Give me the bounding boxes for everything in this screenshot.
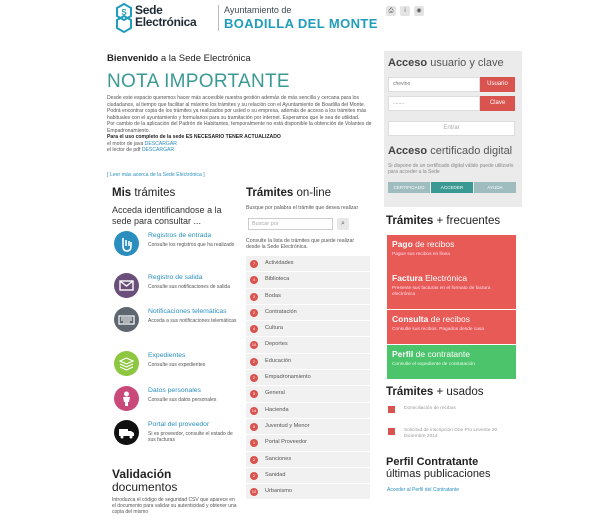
search-icon[interactable]: ⌕ bbox=[337, 218, 349, 230]
usado-item[interactable]: Domiciliación de recibos bbox=[388, 406, 518, 418]
welcome-heading: Bienvenido a la Sede Electrónica bbox=[107, 53, 251, 64]
category-item[interactable]: 4 Biblioteca bbox=[246, 272, 370, 288]
usuario-button[interactable]: Usuario bbox=[480, 77, 515, 92]
tramites-online-title: Trámites on-line bbox=[246, 187, 332, 199]
bullet-icon bbox=[388, 428, 395, 435]
mis-tramites-title: Mis trámites bbox=[112, 187, 176, 199]
category-item[interactable]: 2 Empadronamiento bbox=[246, 370, 370, 386]
mis-item-registro-salida[interactable]: Registro de salida Consulte sus notificaciones de salida bbox=[112, 273, 237, 301]
nota-importante-title: NOTA IMPORTANTE bbox=[107, 71, 290, 92]
password-input[interactable]: ........ bbox=[388, 96, 480, 111]
validacion-title: Validación documentos bbox=[112, 467, 178, 494]
sede-logo-icon[interactable] bbox=[115, 3, 133, 33]
tramite-search-input[interactable]: Buscar por bbox=[248, 218, 333, 230]
category-item[interactable]: 14 Hacienda bbox=[246, 403, 370, 419]
logo-text[interactable]: Sede Electrónica bbox=[135, 3, 197, 29]
frecuentes-title: Trámites + frecuentes bbox=[386, 215, 501, 227]
envelope-icon bbox=[114, 273, 139, 298]
mis-tramites-subtitle: Acceda identificandose a la sede para consultar ... bbox=[112, 205, 222, 226]
category-list bbox=[246, 256, 370, 500]
ayuntamiento-label: Ayuntamiento de bbox=[224, 5, 292, 15]
usado-item[interactable]: Solicitud de inscripción One Pro Levente 20 Diciembre 2014 bbox=[388, 428, 518, 442]
truck-icon bbox=[114, 420, 139, 445]
logo-divider bbox=[218, 5, 219, 31]
search-instructions: Busque por palabra el trámite que desea realizar bbox=[246, 205, 359, 211]
certificate-description: Si dispone de un certificado digital válido puede utilizarlo para acceder a la Sede bbox=[388, 163, 514, 175]
read-more-link[interactable]: [ Leer más acerca de la Sede Electrónica ] bbox=[107, 172, 205, 178]
location-icon[interactable]: ◉ bbox=[414, 6, 424, 16]
mis-item-expedientes[interactable]: Expedientes Consulte sus expedientes bbox=[112, 351, 237, 379]
pdf-download-link[interactable]: DESCARGAR bbox=[141, 147, 175, 153]
clave-button[interactable]: Clave bbox=[480, 96, 515, 111]
certificado-button[interactable]: CERTIFICADO bbox=[388, 182, 430, 193]
certificate-buttons bbox=[388, 182, 516, 193]
freq-factura-electronica[interactable]: Factura Electrónica Presente sus facturas en el formato de factura electrónica bbox=[387, 269, 516, 309]
category-item[interactable]: 2 Contratación bbox=[246, 305, 370, 321]
category-item[interactable]: 3 Bodas bbox=[246, 289, 370, 305]
freq-perfil-contratante[interactable]: Perfil de contratante Consulte el expediente de contratación bbox=[387, 345, 516, 379]
person-icon bbox=[114, 386, 139, 411]
ayuda-button[interactable]: AYUDA bbox=[474, 182, 516, 193]
mis-item-portal-proveedor[interactable]: Portal del proveedor Si es proveedor, consulte el estado de sus facturas bbox=[112, 420, 237, 448]
mis-item-datos-personales[interactable]: Datos personales Consulte sus datos personales bbox=[112, 386, 237, 414]
acceder-button[interactable]: ACCEDER bbox=[431, 182, 473, 193]
login-submit-button[interactable]: Entrar bbox=[388, 121, 515, 136]
touch-icon bbox=[114, 231, 139, 256]
username-input[interactable]: chevino bbox=[388, 77, 480, 92]
perfil-contratante-link[interactable]: Acceder al Perfil del Contratante bbox=[387, 487, 459, 493]
site-header bbox=[0, 0, 605, 40]
category-item[interactable]: 2 Sanciones bbox=[246, 452, 370, 468]
intro-text: Desde este espacio queremos hacer más accesible nuestra gestión además de más sencilla y cercana para los ciudadanos, al tiempo que facilitar al máximo los trámites y su relación con el Ayuntamiento de Boadilla del Monte. Podrá encontrar copia de los trámites ya realizados por usted o su empresa, además de acceso a los trámites más habituales con el ayuntamiento y formularios para su tramitación por internet. Esperamos que le sea de utilidad. Por cambio de la aplicación del Padrón de Habitantes, temporalmente no está disponible la obtención de Volantes de Empadronamiento. Para el uso completo de la sede ES NECESARIO TENER ACTUALIZADO el motor de java DESCARGAR el lector de pdf DESCARGAR bbox=[107, 95, 372, 153]
category-item[interactable]: 2 Sanidad bbox=[246, 468, 370, 484]
info-icon[interactable]: i bbox=[400, 6, 410, 16]
stack-icon bbox=[114, 351, 139, 376]
login-title: Acceso usuario y clave bbox=[388, 57, 504, 69]
perfil-title: Perfil Contratante últimas publicaciones bbox=[386, 456, 491, 480]
usados-title: Trámites + usados bbox=[386, 386, 484, 398]
category-item[interactable]: 10 Deportes bbox=[246, 337, 370, 353]
category-item[interactable]: 3 General bbox=[246, 386, 370, 402]
certificate-title: Acceso certificado digital bbox=[388, 145, 513, 157]
freq-consulta-recibos[interactable]: Consulta de recibos Consulte sus recibos. Pagados desde casa bbox=[387, 310, 516, 344]
category-item[interactable]: 4 Cultura bbox=[246, 321, 370, 337]
municipality-name: BOADILLA DEL MONTE bbox=[224, 16, 378, 31]
validacion-text: Introduzca el código de seguridad CSV que aparece en el documento para validar su autenticidad y obtener una copia del mismo bbox=[112, 497, 237, 515]
category-item[interactable]: 1 Portal Proveedor bbox=[246, 435, 370, 451]
mis-item-notificaciones[interactable]: Notificaciones telemáticas Acceda a sus notificaciones telemáticas bbox=[112, 307, 237, 335]
bullet-icon bbox=[388, 406, 395, 413]
java-download-link[interactable]: DESCARGAR bbox=[144, 140, 177, 147]
category-item[interactable]: 7 Actividades bbox=[246, 256, 370, 272]
category-item[interactable]: 10 Urbanismo bbox=[246, 484, 370, 500]
share-icon[interactable]: ⎙ bbox=[386, 6, 396, 16]
tramites-list-description: Consulte la lista de trámites que puede realizar desde la Sede Electrónica. bbox=[246, 238, 355, 251]
category-item[interactable]: 2 Educación bbox=[246, 354, 370, 370]
mis-item-registros-entrada[interactable]: Registros de entrada Consulte los registros que ha realizado bbox=[112, 231, 237, 259]
header-icons bbox=[386, 6, 424, 16]
category-item[interactable]: 5 Juventud y Menor bbox=[246, 419, 370, 435]
keyboard-icon bbox=[114, 307, 139, 332]
svg-text:S: S bbox=[121, 8, 127, 17]
freq-pago-recibos[interactable]: Pago de recibos Pague sus recibos en línea bbox=[387, 235, 516, 269]
